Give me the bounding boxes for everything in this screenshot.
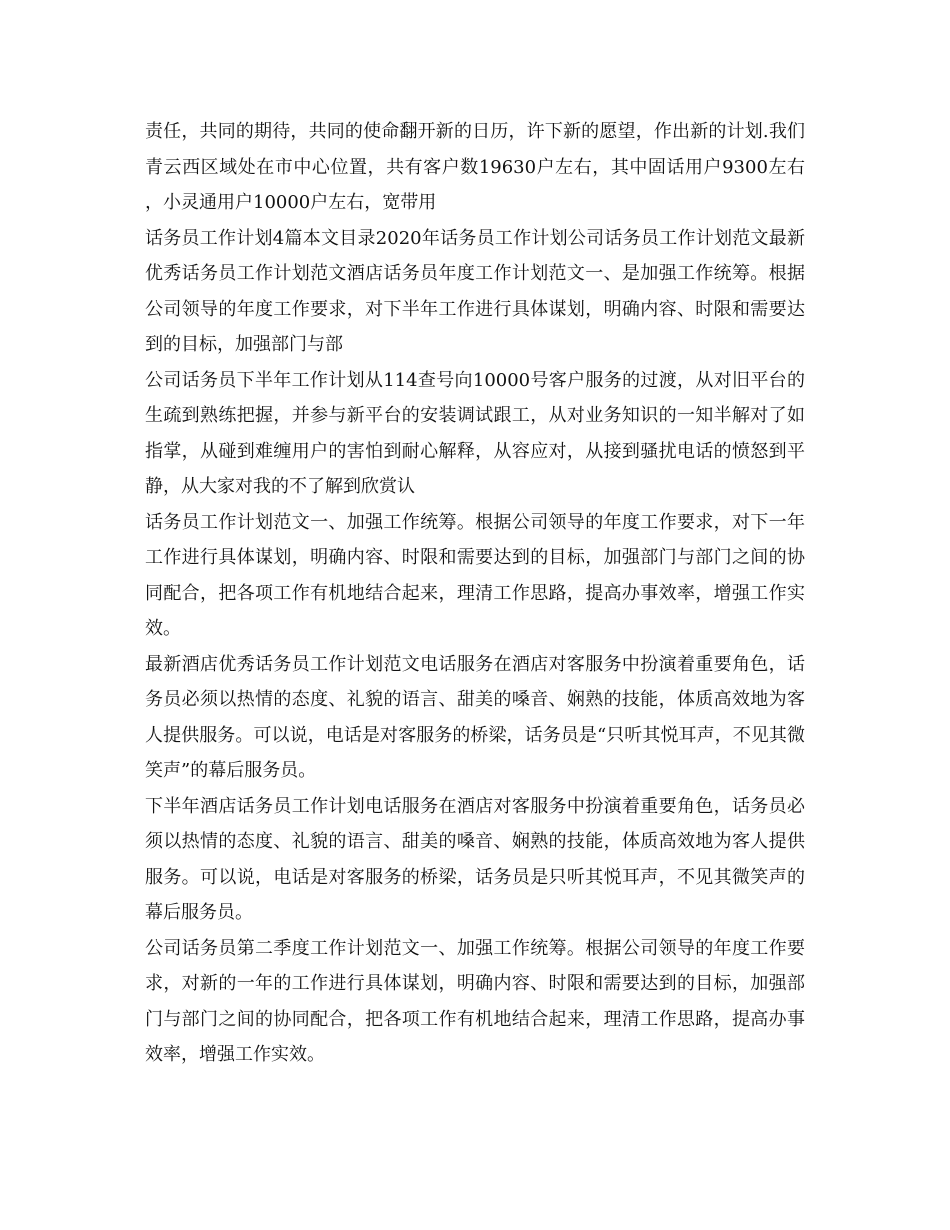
document-body: [145, 114, 805, 1073]
paragraph-7: 公司话务员第二季度工作计划范文一、加强工作统筹。根据公司领导的年度工作要求，对新的一年的工作进行具体谋划，明确内容、时限和需要达到的目标，加强部门与部门之间的协同配合，把各项工作有机地结合起来，理清工作思路，提高办事效率，增强工作实效。: [145, 937, 805, 1065]
paragraph-2: 话务员工作计划4篇本文目录2020年话务员工作计划公司话务员工作计划范文最新优秀话务员工作计划范文酒店话务员年度工作计划范文一、是加强工作统筹。根据公司领导的年度工作要求，对下半年工作进行具体谋划，明确内容、时限和需要达到的目标，加强部门与部: [145, 227, 805, 355]
paragraph-6: 下半年酒店话务员工作计划电话服务在酒店对客服务中扮演着重要角色，话务员必须以热情的态度、礼貌的语言、甜美的嗓音、娴熟的技能，体质高效地为客人提供服务。可以说，电话是对客服务的桥梁，话务员是只听其悦耳声，不见其微笑声的幕后服务员。: [145, 795, 805, 923]
paragraph-5: 最新酒店优秀话务员工作计划范文电话服务在酒店对客服务中扮演着重要角色，话务员必须以热情的态度、礼貌的语言、甜美的嗓音、娴熟的技能，体质高效地为客人提供服务。可以说，电话是对客服务的桥梁，话务员是“只听其悦耳声，不见其微笑声”的幕后服务员。: [145, 653, 805, 781]
paragraph-1: 责任，共同的期待，共同的使命翻开新的日历，许下新的愿望，作出新的计划.我们青云西区域处在市中心位置，共有客户数19630户左右，其中固话用户9300左右，小灵通用户10000户左右，宽带用: [145, 121, 805, 213]
paragraph-4: 话务员工作计划范文一、加强工作统筹。根据公司领导的年度工作要求，对下一年工作进行具体谋划，明确内容、时限和需要达到的目标，加强部门与部门之间的协同配合，把各项工作有机地结合起来，理清工作思路，提高办事效率，增强工作实效。: [145, 511, 805, 639]
paragraph-3: 公司话务员下半年工作计划从114查号向10000号客户服务的过渡，从对旧平台的生疏到熟练把握，并参与新平台的安装调试跟工，从对业务知识的一知半解对了如指掌，从碰到难缠用户的害怕到耐心解释，从容应对，从接到骚扰电话的愤怒到平静，从大家对我的不了解到欣赏认: [145, 369, 805, 497]
